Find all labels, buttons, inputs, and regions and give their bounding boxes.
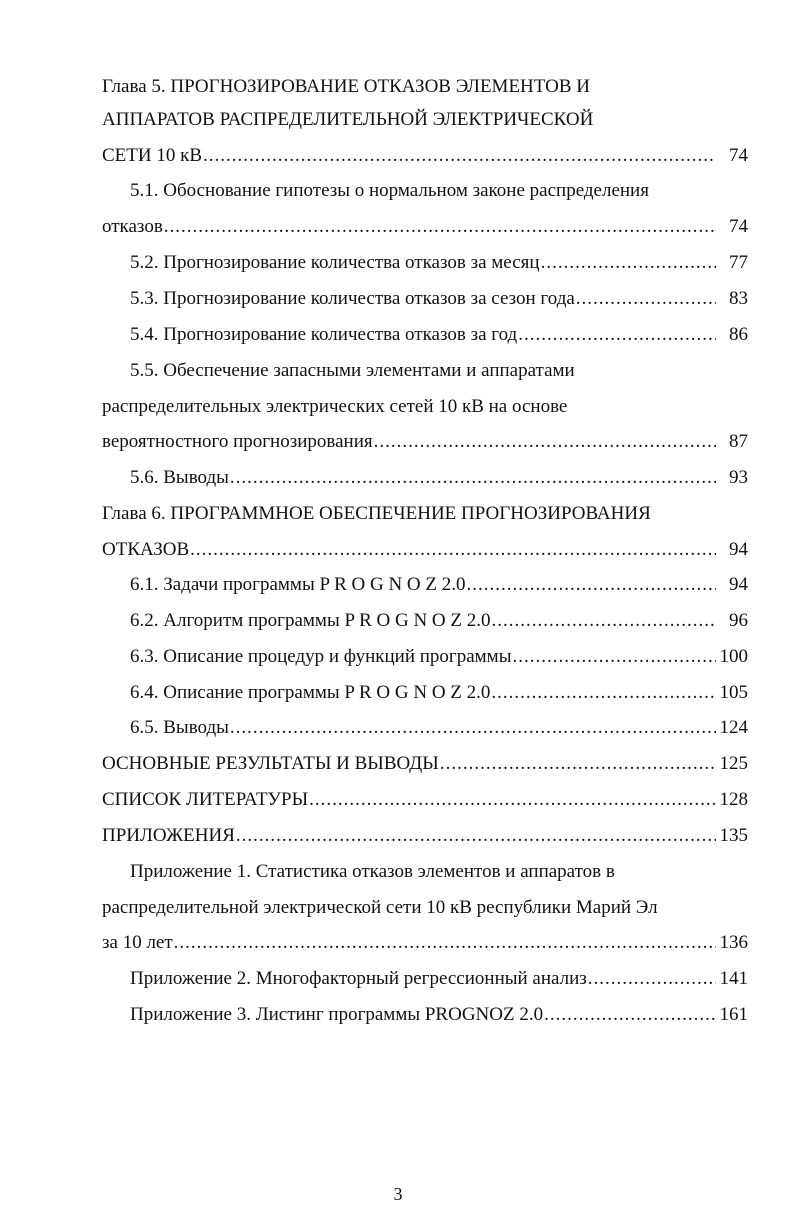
toc-entry-text: ОСНОВНЫЕ РЕЗУЛЬТАТЫ И ВЫВОДЫ: [102, 753, 439, 774]
toc-leader-dots: [230, 713, 716, 743]
toc-entry-text: 5.2. Прогнозирование количества отказов за месяц: [130, 252, 540, 273]
toc-entry-text: отказов: [102, 216, 163, 237]
toc-entry-text: 6.3. Описание процедур и функций программы: [130, 646, 512, 667]
toc-entry-section-5-5[interactable]: [102, 427, 748, 457]
toc-entry-appendix-3[interactable]: [130, 1000, 748, 1030]
toc-entry-section-6-5[interactable]: [130, 713, 748, 743]
page-number: 3: [393, 1184, 403, 1204]
toc-chapter-5-title-line-2: АППАРАТОВ РАСПРЕДЕЛИТЕЛЬНОЙ ЭЛЕКТРИЧЕСКОЙ: [102, 109, 594, 130]
toc-page-number: 105: [719, 682, 748, 703]
toc-entry-appendices[interactable]: [102, 821, 748, 851]
toc-page-number: 74: [729, 216, 748, 237]
toc-section-5-5-line-1: 5.5. Обеспечение запасными элементами и аппаратами: [130, 360, 575, 381]
toc-page-number: 136: [719, 932, 748, 953]
toc-entry-section-6-2[interactable]: [130, 606, 748, 636]
toc-leader-dots: [512, 642, 715, 672]
toc-entry-chapter-5[interactable]: [102, 141, 748, 171]
toc-entry-section-5-6[interactable]: [130, 463, 748, 493]
toc-chapter-5-title-line-1: Глава 5. ПРОГНОЗИРОВАНИЕ ОТКАЗОВ ЭЛЕМЕНТОВ И: [102, 76, 590, 97]
toc-entry-text: СЕТИ 10 кВ: [102, 145, 203, 166]
toc-entry-text: за 10 лет: [102, 932, 173, 953]
toc-leader-dots: [588, 964, 716, 994]
toc-entry-text: 5.6. Выводы: [130, 467, 229, 488]
toc-entry-results[interactable]: [102, 749, 748, 779]
toc-leader-dots: [576, 284, 716, 314]
toc-entry-text: 6.1. Задачи программы P R O G N O Z 2.0: [130, 574, 466, 595]
toc-entry-text: 5.4. Прогнозирование количества отказов за год: [130, 324, 518, 345]
toc-page-number: 124: [719, 717, 748, 738]
toc-page-number: 96: [729, 610, 748, 631]
toc-entry-appendix-1[interactable]: [102, 928, 748, 958]
toc-chapter-6-title-line-1: Глава 6. ПРОГРАММНОЕ ОБЕСПЕЧЕНИЕ ПРОГНОЗИРОВАНИЯ: [102, 503, 651, 524]
toc-page-number: 74: [729, 145, 748, 166]
toc-leader-dots: [174, 928, 716, 958]
toc-leader-dots: [190, 535, 716, 565]
toc-entry-section-6-3[interactable]: [130, 642, 748, 672]
toc-page-number: 83: [729, 288, 748, 309]
toc-leader-dots: [492, 606, 717, 636]
toc-leader-dots: [374, 427, 716, 457]
toc-entry-text: 6.2. Алгоритм программы P R O G N O Z 2.0: [130, 610, 491, 631]
toc-page-number: 100: [719, 646, 748, 667]
toc-page-number: 86: [729, 324, 748, 345]
toc-entry-text: СПИСОК ЛИТЕРАТУРЫ: [102, 789, 309, 810]
toc-appendix-1-line-1: Приложение 1. Статистика отказов элементов и аппаратов в: [130, 861, 615, 882]
toc-leader-dots: [203, 141, 716, 171]
toc-entry-text: ОТКАЗОВ: [102, 539, 190, 560]
toc-page-number: 77: [729, 252, 748, 273]
toc-entry-section-5-3[interactable]: [130, 284, 748, 314]
toc-entry-text: Приложение 3. Листинг программы PROGNOZ 2.0: [130, 1004, 544, 1025]
toc-leader-dots: [309, 785, 715, 815]
toc-leader-dots: [230, 463, 716, 493]
toc-leader-dots: [164, 212, 716, 242]
toc-entry-section-6-4[interactable]: [130, 678, 748, 708]
toc-page-number: 135: [719, 825, 748, 846]
toc-page-number: 93: [729, 467, 748, 488]
toc-page-number: 141: [719, 968, 748, 989]
toc-page-number: 94: [729, 574, 748, 595]
toc-entry-text: ПРИЛОЖЕНИЯ: [102, 825, 235, 846]
toc-entry-text: 6.4. Описание программы P R O G N O Z 2.0: [130, 682, 491, 703]
toc-leader-dots: [518, 320, 716, 350]
toc-leader-dots: [467, 570, 717, 600]
toc-entry-text: 6.5. Выводы: [130, 717, 229, 738]
toc-page-number: 94: [729, 539, 748, 560]
toc-entry-literature[interactable]: [102, 785, 748, 815]
toc-leader-dots: [440, 749, 716, 779]
toc-page-number: 87: [729, 431, 748, 452]
toc-leader-dots: [491, 678, 715, 708]
toc-appendix-1-line-2: распределительной электрической сети 10 кВ республики Марий Эл: [102, 897, 658, 918]
toc-entry-text: 5.3. Прогнозирование количества отказов за сезон года: [130, 288, 575, 309]
toc-section-5-1-line-1: 5.1. Обоснование гипотезы о нормальном законе распределения: [130, 180, 649, 201]
toc-entry-chapter-6[interactable]: [102, 535, 748, 565]
toc-section-5-5-line-2: распределительных электрических сетей 10 кВ на основе: [102, 396, 568, 417]
toc-leader-dots: [544, 1000, 715, 1030]
toc-page-number: 125: [719, 753, 748, 774]
toc-entry-section-5-4[interactable]: [130, 320, 748, 350]
toc-leader-dots: [541, 248, 716, 278]
toc-leader-dots: [236, 821, 716, 851]
toc-entry-section-5-1[interactable]: [102, 212, 748, 242]
toc-entry-text: Приложение 2. Многофакторный регрессионный анализ: [130, 968, 587, 989]
toc-page-number: 128: [719, 789, 748, 810]
toc-entry-section-6-1[interactable]: [130, 570, 748, 600]
toc-entry-text: вероятностного прогнозирования: [102, 431, 373, 452]
toc-page-number: 161: [719, 1004, 748, 1025]
toc-entry-section-5-2[interactable]: [130, 248, 748, 278]
toc-entry-appendix-2[interactable]: [130, 964, 748, 994]
